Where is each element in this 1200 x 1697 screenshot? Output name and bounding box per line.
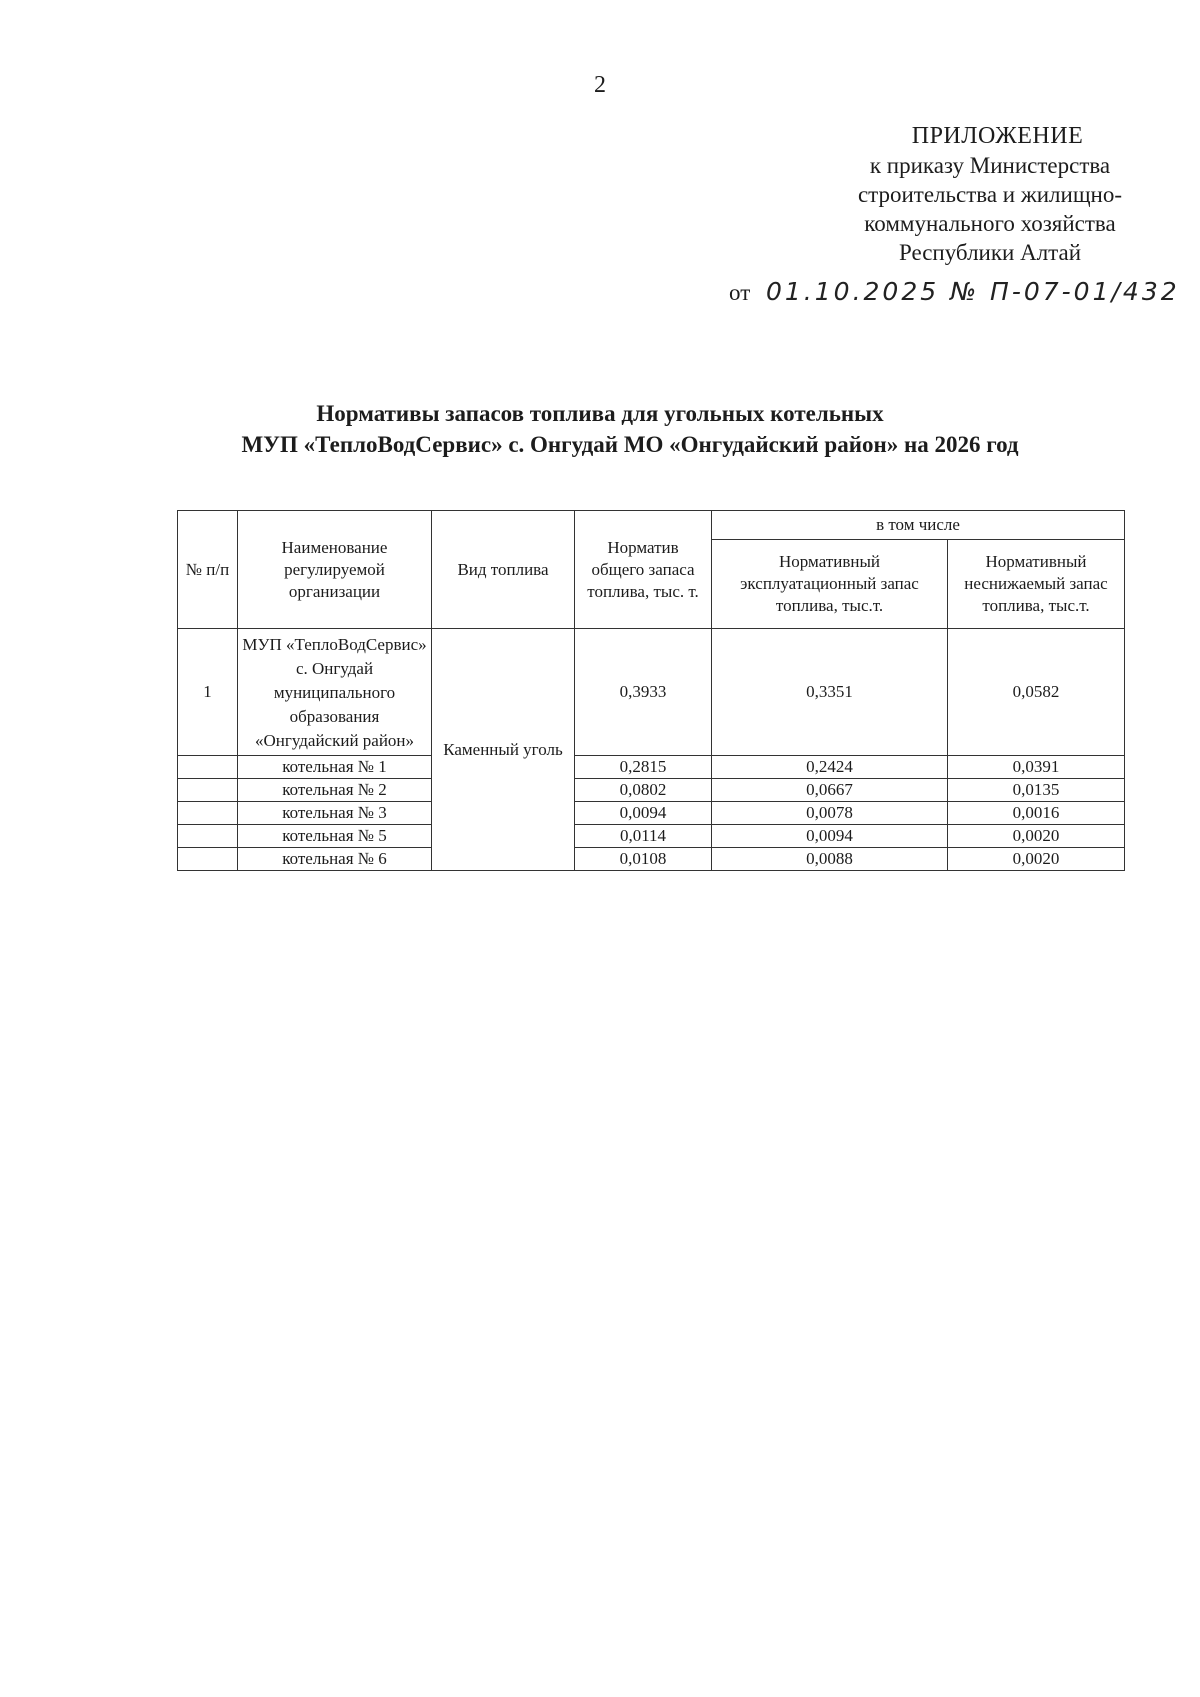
appendix-line: коммунального хозяйства — [864, 211, 1116, 236]
cell-minimum: 0,0016 — [948, 802, 1125, 825]
cell-total: 0,0802 — [575, 779, 712, 802]
cell-boiler-name: котельная № 6 — [238, 848, 432, 871]
cell-boiler-name: котельная № 3 — [238, 802, 432, 825]
cell-total: 0,2815 — [575, 756, 712, 779]
order-prefix: от — [729, 280, 751, 305]
header-total: Норматив общего запаса топлива, тыс. т. — [575, 511, 712, 629]
header-name: Наименование регулируемой организации — [238, 511, 432, 629]
appendix-block — [730, 122, 1200, 267]
cell-operational: 0,0094 — [712, 825, 948, 848]
cell-boiler-name: котельная № 1 — [238, 756, 432, 779]
cell-minimum: 0,0020 — [948, 825, 1125, 848]
order-date-number — [729, 277, 1180, 306]
cell-total: 0,3933 — [575, 629, 712, 756]
header-fuel: Вид топлива — [432, 511, 575, 629]
page-number: 2 — [594, 72, 606, 98]
appendix-line: строительства и жилищно- — [857, 182, 1123, 207]
appendix-line: Республики Алтай — [898, 240, 1082, 265]
document-title — [0, 398, 1200, 460]
header-minimum: Нормативный неснижаемый запас топлива, тыс.т. — [948, 540, 1125, 629]
cell-num: 1 — [178, 629, 238, 756]
cell-minimum: 0,0582 — [948, 629, 1125, 756]
title-line-2: МУП «ТеплоВодСервис» с. Онгудай МО «Онгудайский район» на 2026 год — [241, 432, 1019, 457]
cell-total: 0,0108 — [575, 848, 712, 871]
appendix-title: ПРИЛОЖЕНИЕ — [911, 123, 1084, 149]
header-including: в том числе — [712, 511, 1125, 540]
cell-num — [178, 779, 238, 802]
cell-minimum: 0,0391 — [948, 756, 1125, 779]
cell-fuel-type: Каменный уголь — [432, 629, 575, 871]
cell-num — [178, 802, 238, 825]
table-row — [178, 848, 1125, 871]
table-row — [178, 802, 1125, 825]
cell-total: 0,0114 — [575, 825, 712, 848]
cell-operational: 0,0667 — [712, 779, 948, 802]
appendix-line: к приказу Министерства — [869, 153, 1111, 178]
cell-num — [178, 848, 238, 871]
cell-boiler-name: котельная № 2 — [238, 779, 432, 802]
cell-num — [178, 825, 238, 848]
cell-boiler-name: котельная № 5 — [238, 825, 432, 848]
table-row — [178, 825, 1125, 848]
cell-operational: 0,2424 — [712, 756, 948, 779]
cell-operational: 0,3351 — [712, 629, 948, 756]
header-num: № п/п — [178, 511, 238, 629]
table-row — [178, 756, 1125, 779]
title-line-1: Нормативы запасов топлива для угольных котельных — [316, 401, 884, 426]
table-row-main — [178, 629, 1125, 756]
cell-operational: 0,0088 — [712, 848, 948, 871]
cell-org-name: МУП «ТеплоВодСервис» с. Онгудай муниципального образования «Онгудайский район» — [238, 629, 432, 756]
cell-total: 0,0094 — [575, 802, 712, 825]
header-operational: Нормативный эксплуатационный запас топлива, тыс.т. — [712, 540, 948, 629]
cell-minimum: 0,0135 — [948, 779, 1125, 802]
order-handwritten-date-number: 01.10.2025 № П-07-01/432 — [766, 277, 1180, 306]
cell-num — [178, 756, 238, 779]
table-row — [178, 779, 1125, 802]
cell-operational: 0,0078 — [712, 802, 948, 825]
fuel-norms-table — [177, 510, 1125, 871]
cell-minimum: 0,0020 — [948, 848, 1125, 871]
